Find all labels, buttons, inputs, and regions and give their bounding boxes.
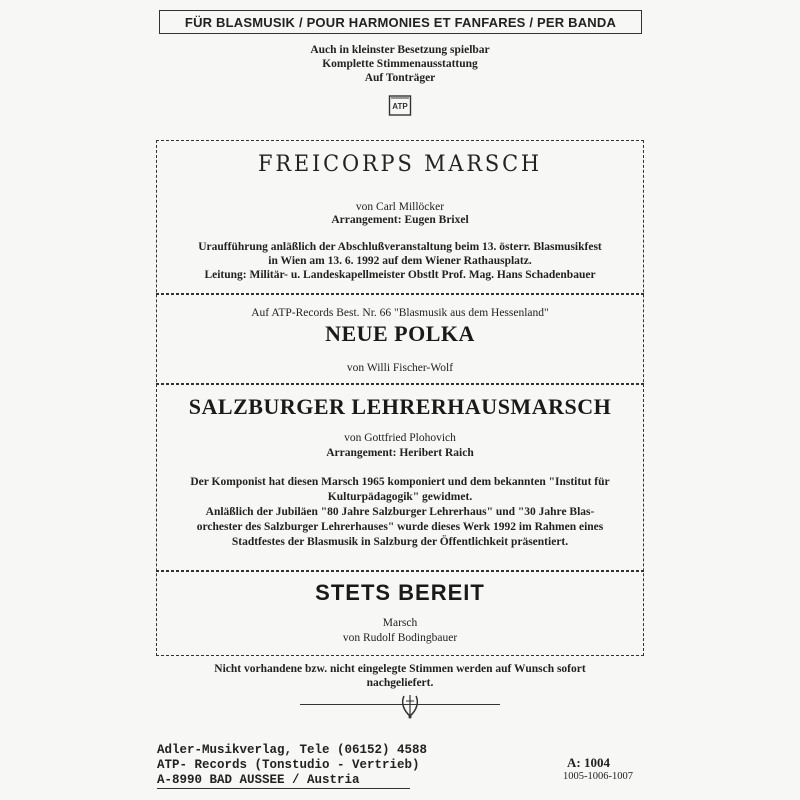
subheading-playable: Auch in kleinster Besetzung spielbar (310, 44, 490, 56)
subheading-recording: Auf Tonträger (364, 72, 436, 84)
catalog-numbers: 1005-1006-1007 (563, 771, 633, 782)
freicorps-note-2: in Wien am 13. 6. 1992 auf dem Wiener Rathausplatz. (268, 255, 532, 267)
divider-2 (156, 383, 644, 385)
subheading-parts: Komplette Stimmenausstattung (322, 58, 478, 70)
top-banner: FÜR BLASMUSIK / POUR HARMONIES ET FANFARES / PER BANDA (159, 10, 642, 34)
lehrerhaus-note-3: Anläßlich der Jubiläen "80 Jahre Salzburger Lehrerhaus" und "30 Jahre Blas- (205, 506, 595, 518)
freicorps-note-3: Leitung: Militär- u. Landeskapellmeister Obstlt Prof. Mag. Hans Schadenbauer (204, 269, 596, 281)
polka-composer: von Willi Fischer-Wolf (346, 362, 454, 374)
atp-logo-icon (388, 94, 412, 118)
address-line-3: A-8990 BAD AUSSEE / Austria (157, 773, 360, 787)
lyre-icon (398, 692, 422, 720)
footer-note-1: Nicht vorhandene bzw. nicht eingelegte Stimmen werden auf Wunsch sofort (214, 663, 586, 675)
catalog-code: A: 1004 (567, 755, 610, 770)
divider-3 (156, 570, 644, 572)
address-line-1: Adler-Musikverlag, Tele (06152) 4588 (157, 743, 428, 757)
polka-title: NEUE POLKA (325, 321, 475, 346)
divider-1 (156, 293, 644, 295)
freicorps-note-1: Uraufführung anläßlich der Abschlußveranstaltung beim 13. österr. Blasmusikfest (198, 241, 602, 253)
lehrerhaus-note-2: Kulturpädagogik" gewidmet. (327, 491, 473, 503)
polka-pretitle: Auf ATP-Records Best. Nr. 66 "Blasmusik aus dem Hessenland" (251, 307, 549, 319)
lehrerhaus-title: SALZBURGER LEHRERHAUSMARSCH (188, 394, 612, 419)
atp-logo-text: ATP (392, 102, 408, 111)
lehrerhaus-note-5: Stadtfestes der Blasmusik in Salzburg der Öffentlichkeit präsentiert. (231, 536, 569, 548)
freicorps-arrangement: Arrangement: Eugen Brixel (331, 214, 469, 226)
stets-bereit-subtitle: Marsch (382, 617, 418, 629)
address-underline (157, 788, 410, 789)
lehrerhaus-note-4: orchester des Salzburger Lehrerhauses" wurde dieses Werk 1992 im Rahmen eines (196, 521, 604, 533)
stets-bereit-composer: von Rudolf Bodingbauer (342, 632, 458, 644)
freicorps-composer: von Carl Millöcker (355, 201, 445, 213)
stets-bereit-title: STETS BEREIT (315, 580, 485, 605)
address-line-2: ATP- Records (Tonstudio - Vertrieb) (157, 758, 420, 772)
footer-note-2: nachgeliefert. (366, 677, 434, 689)
lehrerhaus-composer: von Gottfried Plohovich (344, 432, 456, 444)
lehrerhaus-note-1: Der Komponist hat diesen Marsch 1965 komponiert und dem bekannten "Institut für (190, 476, 610, 488)
lehrerhaus-arrangement: Arrangement: Heribert Raich (326, 447, 474, 459)
freicorps-title: FREICORPS MARSCH (257, 152, 542, 177)
